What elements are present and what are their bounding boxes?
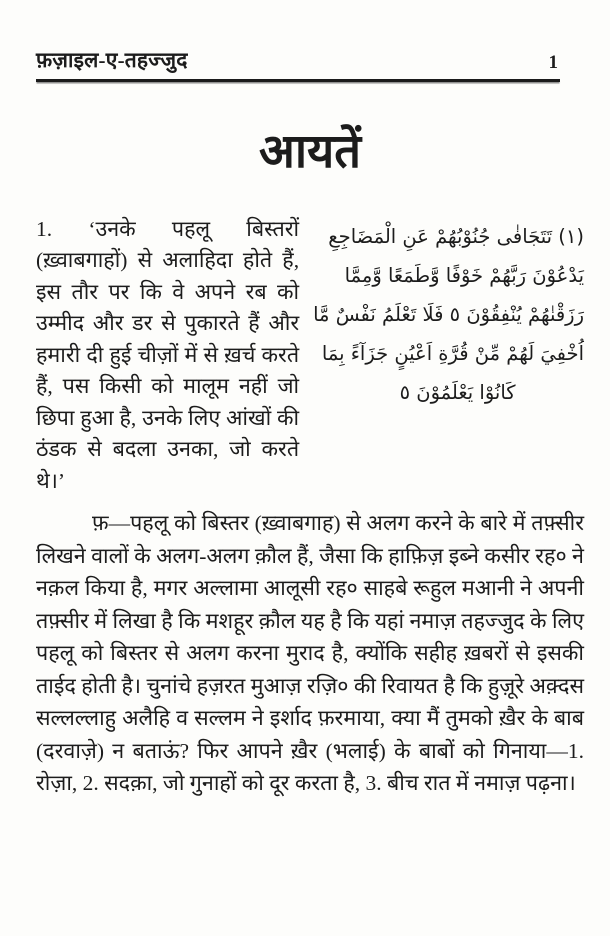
commentary-paragraph: फ़—पहलू को बिस्तर (ख़्वाबगाह) से अलग करने के बारे में तफ़्सीर लिखने वालों के अलग-अलग क़ौल हैं, जैसा कि हाफ़िज़ इब्ने कसीर रह० ने नक़ल किया है, मगर अल्लामा आलूसी रह० साहबे रूहुल मआनी ने अपनी तफ़्सीर में लिखा है कि मशहूर क़ौल यह है कि यहां नमाज़ तहज्जुद के लिए पहलू को बिस्तर से अलग करना मुराद है, क्योंकि सहीह ख़बरों से इसकी ताईद होती है। चुनांचे हज़रत मुआज़ रज़ि० की रिवायत है कि हुज़ूरे अक़्दस सल्लल्लाहु अलैहि व सल्लम ने इर्शाद फ़रमाया, क्या मैं तुमको ख़ैर के बाब (दरवाज़े) न बताऊं? फिर आपने ख़ैर (भलाई) के बाबों को गिनाया—1. रोज़ा, 2. सदक़ा, जो गुनाहों को दूर करता है, 3. बीच रात में नमाज़ पढ़ना। (36, 511, 584, 796)
section-title: आयतें (258, 125, 362, 178)
page-number: 1 (548, 52, 558, 73)
verse-arabic-text (313, 214, 584, 498)
page-header (36, 46, 560, 74)
arabic-verse-line: كَانُوْا يَعْلَمُوْنَ ٥ (399, 380, 516, 404)
header-rule (36, 79, 560, 82)
arabic-verse-line: رَزَقْنٰهُمْ يُنْفِقُوْنَ ٥ فَلَا تَعْلَمُ نَفْسٌ مَّا (313, 302, 584, 326)
arabic-verse-line: اُخْفِيَ لَهُمْ مِّنْ قُرَّةِ اَعْيُنٍ جَزَآءً بِمَا (321, 341, 584, 365)
arabic-verse-line: يَدْعُوْنَ رَبَّهُمْ خَوْفًا وَّطَمَعًا وَّمِمَّا (344, 263, 584, 287)
arabic-verse-line: (١) تَتَجَافٰى جُنُوْبُهُمْ عَنِ الْمَضَاجِعِ (328, 224, 584, 248)
running-title: फ़ज़ाइल-ए-तहज्जुद (36, 48, 188, 72)
verse-hindi-translation: 1. ‘उनके पहलू बिस्तरों (ख़्वाबगाहों) से अलाहिदा होते हैं, इस तौर पर कि वे अपने रब को उम्मीद और डर से पुकारते हैं और हमारी दी हुई चीज़ों में से ख़र्च करते हैं, पस किसी को मालूम नहीं जो छिपा हुआ है, उनके लिए आंखों की ठंडक से बदला उनका, जो करते थे।’ (36, 216, 300, 493)
verse-block (36, 214, 584, 498)
